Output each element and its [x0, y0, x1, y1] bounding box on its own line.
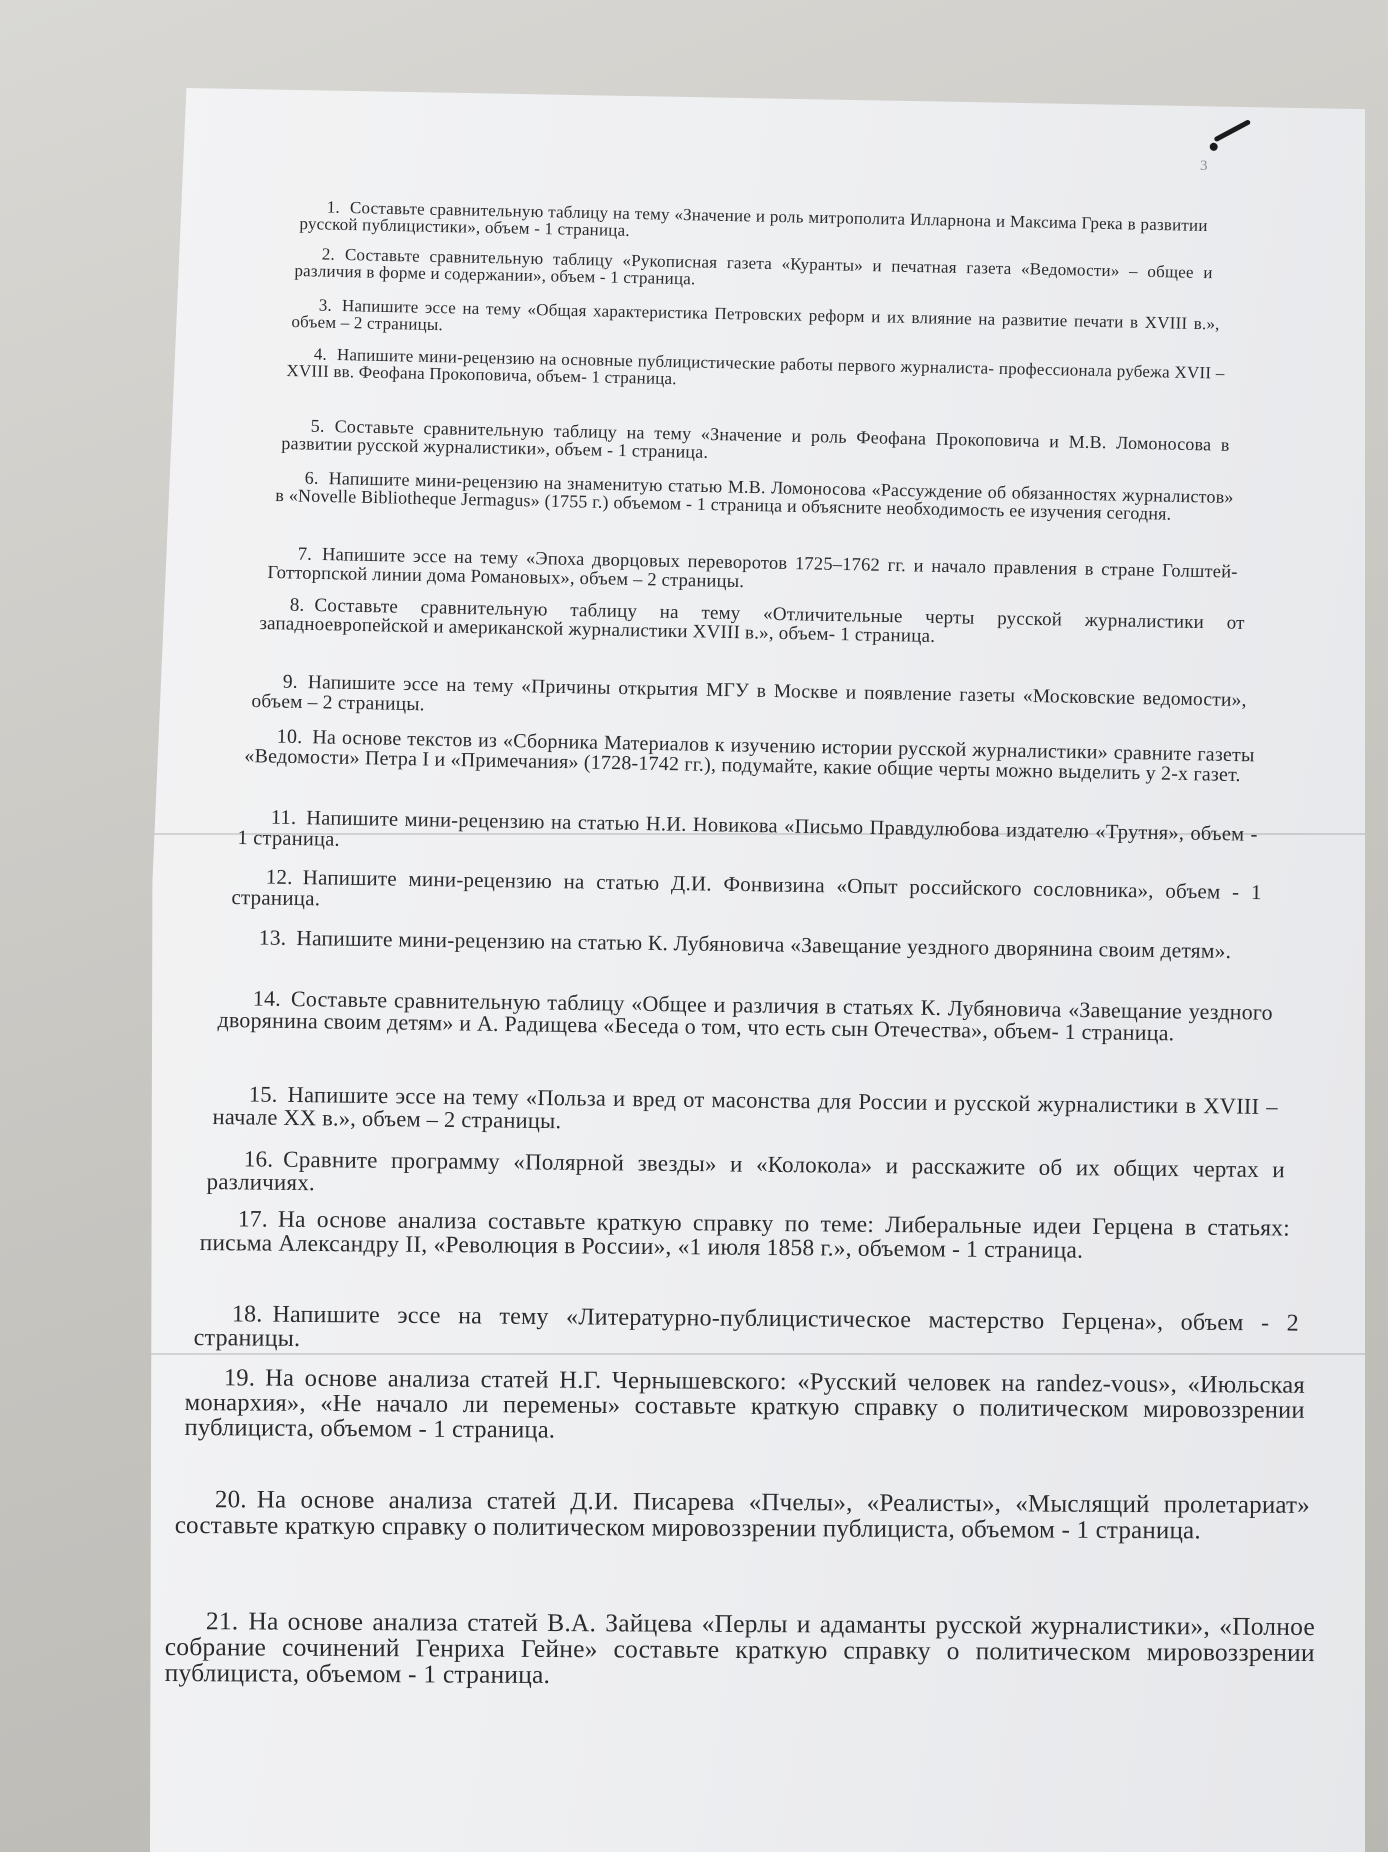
task-number: 19. — [223, 1364, 256, 1392]
task-number: 4. — [313, 344, 328, 364]
task-item — [231, 866, 1262, 925]
task-number: 21. — [205, 1606, 239, 1636]
task-item — [299, 198, 1208, 252]
task-number: 20. — [214, 1486, 247, 1514]
task-text: Напишите мини-рецензию на основные публицистические работы первого журналиста- профессионала рубежа XVII – XVIII вв. Феофана Прокоповича, объем- 1 страница. — [286, 345, 1225, 389]
task-text: На основе анализа статей Д.И. Писарева «Пчелы», «Реалисты», «Мыслящий пролетариат» составьте краткую справку о политическом мировоззрении публициста, объемом - 1 страница. — [174, 1486, 1310, 1544]
task-number: 2. — [321, 244, 336, 264]
task-number: 6. — [304, 467, 319, 488]
task-item — [165, 1608, 1315, 1692]
task-text: Составьте сравнительную таблицу «Общее и различия в статьях К. Лубяновича «Завещание уездного дворянина своим детям» и А. Радищева «Беседа о том, что есть сын Отечества», объем- 1 страница. — [217, 986, 1273, 1046]
task-text: Напишите эссе на тему «Польза и вред от масонства для России и русской журналистики в XVIII – начале XX в.», объем – 2 страницы. — [212, 1081, 1278, 1134]
task-item — [251, 672, 1247, 731]
task-text: Составьте сравнительную таблицу «Рукописная газета «Куранты» и печатная газета «Ведомости» – общее и различия в форме и содержании», объем - 1 страница. — [294, 245, 1213, 289]
task-item — [244, 726, 1255, 786]
task-text: Напишите мини-рецензию на статью Н.И. Новикова «Письмо Правдулюбова издателю «Трутня», объем - 1 страница. — [237, 807, 1258, 851]
task-number: 11. — [270, 806, 297, 830]
task-item — [259, 595, 1245, 653]
task-number: 14. — [252, 985, 282, 1011]
task-item — [194, 1302, 1299, 1361]
task-number: 9. — [282, 671, 299, 693]
task-item — [217, 987, 1273, 1047]
task-item — [225, 927, 1265, 963]
task-text: Составьте сравнительную таблицу на тему «Отличительные черты русской журналистики от западноевропейской и американской журналистики XVIII в.», объем- 1 страница. — [259, 595, 1245, 648]
task-item — [281, 416, 1230, 473]
task-number: 13. — [258, 925, 287, 950]
task-number: 15. — [248, 1081, 278, 1107]
task-text: Напишите мини-рецензию на статью Д.И. Фонвизина «Опыт российского сословника», объем - 1 страница. — [231, 865, 1262, 911]
task-item — [291, 296, 1220, 350]
task-text: Напишите эссе на тему «Общая характеристика Петровских реформ и их влияние на развитие печати в XVIII в.», объем – 2 страницы. — [291, 296, 1220, 335]
task-number: 8. — [289, 594, 305, 616]
task-text: Напишите эссе на тему «Эпоха дворцовых переворотов 1725–1762 гг. и начало правления в стране Голштей-Готторпской линии дома Романовых», объем – 2 страницы. — [267, 545, 1238, 593]
task-text: Напишите мини-рецензию на знаменитую статью М.В. Ломоносова «Рассуждение об обязанностях журналистов» в «Novelle Bibliotheque Jermagus» (1755 г.) объемом - 1 страница и объясните необходимость ее изучения сегодня. — [275, 468, 1234, 525]
task-item — [286, 345, 1225, 399]
task-number: 12. — [265, 864, 293, 889]
task-number: 5. — [310, 415, 325, 436]
task-text: На основе текстов из «Сборника Материалов к изучению истории русской журналистики» сравните газеты «Ведомости» Петра I и «Примечания» (1728-1742 гг.), подумайте, какие общие черты можно выделить у 2-х газет. — [244, 726, 1255, 787]
task-item — [275, 468, 1234, 525]
task-item — [207, 1147, 1285, 1205]
task-number: 17. — [237, 1206, 268, 1233]
task-item — [237, 807, 1258, 867]
task-text: Сравните программу «Полярной звезды» и «Колокола» и расскажите об их общих чертах и различиях. — [206, 1146, 1285, 1196]
task-number: 16. — [243, 1146, 274, 1172]
task-item — [200, 1208, 1290, 1265]
task-item — [267, 545, 1238, 601]
task-item — [294, 245, 1213, 299]
task-number: 7. — [297, 544, 313, 565]
task-text: Составьте сравнительную таблицу на тему «Значение и роль Феофана Прокоповича и М.В. Ломоносова в развитии русской журналистики», объем - 1 страница. — [281, 416, 1230, 463]
task-text: Напишите эссе на тему «Причины открытия МГУ в Москве и появление газеты «Московские ведомости», объем – 2 страницы. — [251, 672, 1247, 716]
task-number: 1. — [326, 197, 341, 217]
page-number: 3 — [1200, 158, 1208, 174]
task-item — [184, 1365, 1304, 1448]
task-item — [175, 1487, 1310, 1544]
task-number: 10. — [276, 725, 303, 749]
task-text: На основе анализа составьте краткую справку по теме: Либеральные идеи Герцена в статьях: письма Александру II, «Революция в России», «1 июля 1858 г.», объемом - 1 страница. — [199, 1206, 1290, 1264]
task-number: 18. — [231, 1301, 263, 1328]
task-text: На основе анализа статей В.А. Зайцева «Перлы и адаманты русской журналистики», «Полное собрание сочинений Генриха Гейне» составьте краткую справку о политическом мировоззрении публициста, объемом - 1 страница. — [164, 1606, 1315, 1690]
task-text: Напишите мини-рецензию на статью К. Лубяновича «Завещание уездного дворянина своим детям». — [296, 925, 1232, 964]
task-text: Составьте сравнительную таблицу на тему «Значение и роль митрополита Илларнона и Максима Грека в развитии русской публицистики», объем - 1 страница. — [299, 198, 1208, 241]
task-item — [212, 1083, 1277, 1142]
task-number: 3. — [318, 295, 333, 315]
task-text: Напишите эссе на тему «Литературно-публицистическое мастерство Герцена», объем - 2 страницы. — [193, 1301, 1299, 1353]
task-text: На основе анализа статей Н.Г. Чернышевского: «Русский человек на randez-vous», «Июльская монархия», «Не начало ли перемены» составьте краткую справку о политическом мировоззрении публициста, объемом - 1 страница. — [184, 1364, 1305, 1444]
